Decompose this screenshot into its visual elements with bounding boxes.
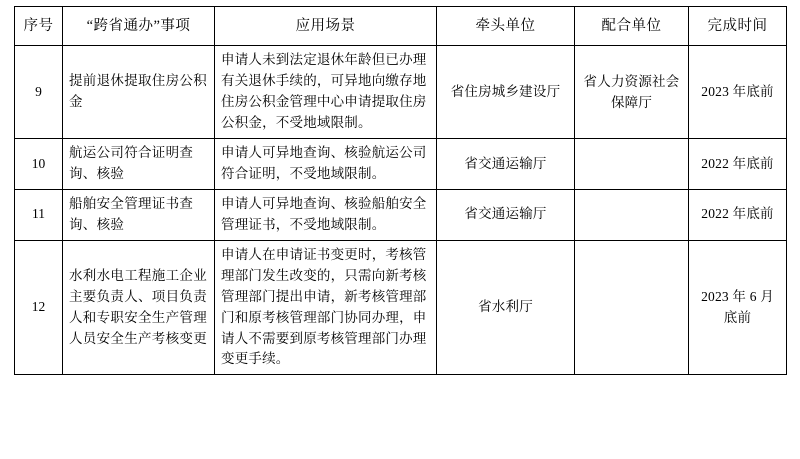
cell-matter: 航运公司符合证明查询、核验 — [63, 139, 215, 190]
cell-scene: 申请人可异地查询、核验船舶安全管理证书，不受地域限制。 — [215, 190, 437, 241]
cell-seq: 9 — [15, 46, 63, 139]
table-header-row — [15, 7, 787, 46]
cross-province-matters-table — [14, 6, 787, 375]
cell-scene: 申请人在申请证书变更时，考核管理部门发生改变的，只需向新考核管理部门提出申请，新考核管理部门和原考核管理部门协同办理，申请人不需要到原考核管理部门办理变更手续。 — [215, 240, 437, 375]
cell-seq: 12 — [15, 240, 63, 375]
cell-matter: 水利水电工程施工企业主要负责人、项目负责人和专职安全生产管理人员安全生产考核变更 — [63, 240, 215, 375]
cell-assist-unit — [575, 139, 689, 190]
cell-lead-unit: 省住房城乡建设厅 — [437, 46, 575, 139]
cell-seq: 11 — [15, 190, 63, 241]
table-row — [15, 46, 787, 139]
column-header-scene: 应用场景 — [215, 7, 437, 46]
table-row — [15, 240, 787, 375]
cell-assist-unit — [575, 240, 689, 375]
column-header-matter: “跨省通办”事项 — [63, 7, 215, 46]
table-row — [15, 139, 787, 190]
column-header-lead-unit: 牵头单位 — [437, 7, 575, 46]
cell-assist-unit: 省人力资源社会保障厅 — [575, 46, 689, 139]
table-header — [15, 7, 787, 46]
table-row — [15, 190, 787, 241]
cell-lead-unit: 省交通运输厅 — [437, 139, 575, 190]
cell-scene: 申请人未到法定退休年龄但已办理有关退休手续的，可异地向缴存地住房公积金管理中心申请提取住房公积金，不受地域限制。 — [215, 46, 437, 139]
table-body — [15, 46, 787, 375]
cell-lead-unit: 省水利厅 — [437, 240, 575, 375]
cell-matter: 提前退休提取住房公积金 — [63, 46, 215, 139]
cell-assist-unit — [575, 190, 689, 241]
cell-completion-time: 2023 年 6 月底前 — [689, 240, 787, 375]
cell-lead-unit: 省交通运输厅 — [437, 190, 575, 241]
cell-scene: 申请人可异地查询、核验航运公司符合证明，不受地域限制。 — [215, 139, 437, 190]
cell-matter: 船舶安全管理证书查询、核验 — [63, 190, 215, 241]
cell-completion-time: 2022 年底前 — [689, 139, 787, 190]
cell-completion-time: 2022 年底前 — [689, 190, 787, 241]
column-header-assist-unit: 配合单位 — [575, 7, 689, 46]
column-header-seq: 序号 — [15, 7, 63, 46]
column-header-completion-time: 完成时间 — [689, 7, 787, 46]
cell-completion-time: 2023 年底前 — [689, 46, 787, 139]
cell-seq: 10 — [15, 139, 63, 190]
